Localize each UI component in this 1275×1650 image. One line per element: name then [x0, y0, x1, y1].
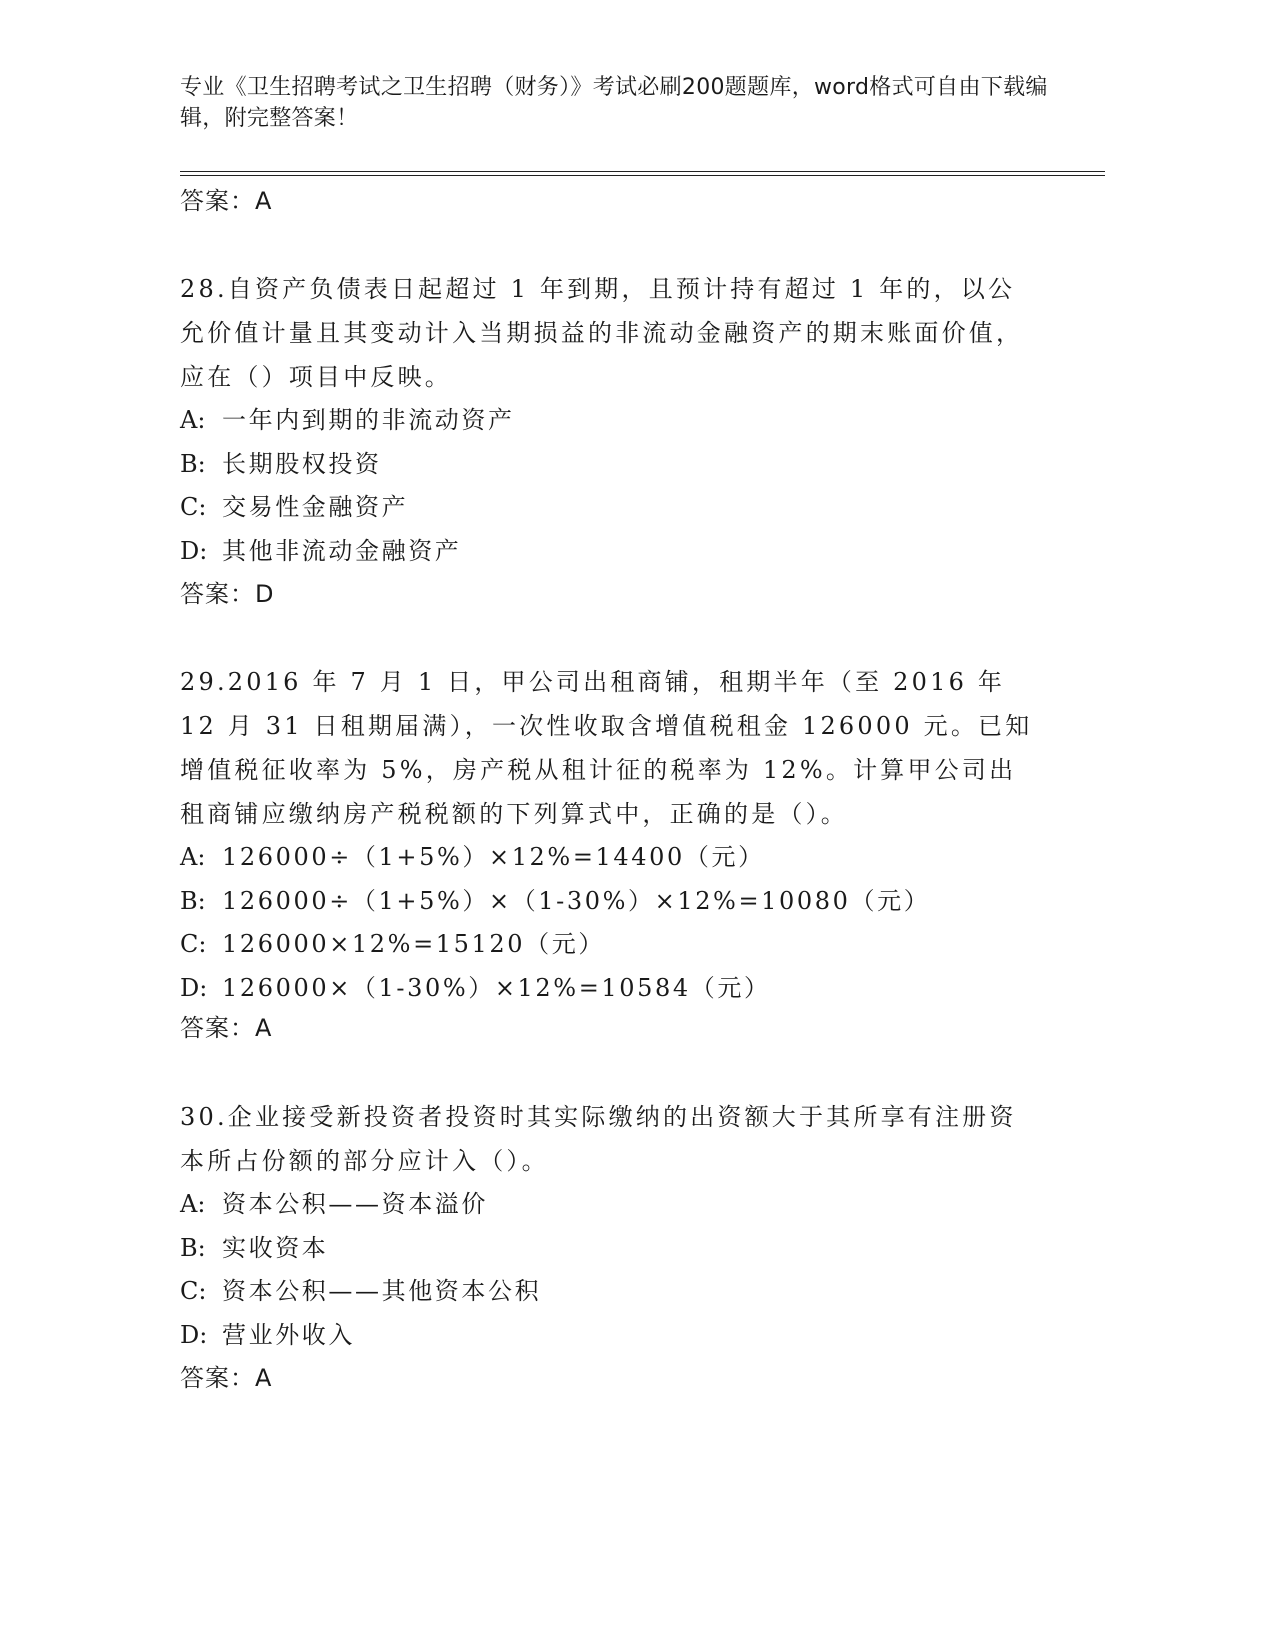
option-c: C: 126000×12%=15120（元）: [180, 930, 605, 958]
question-30: [180, 1095, 1040, 1357]
option-b: B: 长期股权投资: [180, 449, 382, 478]
option-a: A: 126000÷（1+5%）×12%=14400（元）: [180, 843, 765, 871]
answer-29: 答案：A: [180, 1014, 273, 1042]
question-29: [180, 660, 1040, 1010]
header-divider-double: [180, 175, 1105, 176]
option-a: A: 一年内到期的非流动资产: [180, 406, 515, 434]
previous-answer: 答案：A: [180, 187, 273, 215]
option-c: C: 交易性金融资产: [180, 493, 409, 521]
page-header: 专业《卫生招聘考试之卫生招聘（财务）》考试必刷200题题库，word格式可自由下载编辑，附完整答案！: [180, 75, 1048, 131]
option-d: D: 营业外收入: [180, 1320, 355, 1349]
question-stem: 28.自资产负债表日起超过 1 年到期，且预计持有超过 1 年的，以公允价值计量且其变动计入当期损益的非流动金融资产的期末账面价值，应在（）项目中反映。: [180, 275, 1024, 391]
option-c: C: 资本公积——其他资本公积: [180, 1277, 542, 1305]
answer-28: 答案：D: [180, 580, 275, 608]
header-divider: [180, 171, 1105, 172]
option-b: B: 126000÷（1+5%）×（1-30%）×12%=10080（元）: [180, 886, 931, 915]
option-a: A: 资本公积——资本溢价: [180, 1190, 488, 1218]
question-stem: 29.2016 年 7 月 1 日，甲公司出租商铺，租期半年（至 2016 年 12 月 31 日租期届满），一次性收取含增值税租金 126000 元。已知增值税征收率为 5%，房产税从租计征的税率为 12%。计算甲公司出租商铺应缴纳房产税税额的下列算式中，正确的是（）。: [180, 668, 1033, 828]
option-d: D: 126000×（1-30%）×12%=10584（元）: [180, 973, 771, 1002]
question-stem: 30.企业接受新投资者投资时其实际缴纳的出资额大于其所享有注册资本所占份额的部分应计入（）。: [180, 1103, 1017, 1175]
question-28: [180, 267, 1040, 573]
option-d: D: 其他非流动金融资产: [180, 536, 462, 565]
option-b: B: 实收资本: [180, 1233, 329, 1262]
answer-30: 答案：A: [180, 1364, 273, 1392]
